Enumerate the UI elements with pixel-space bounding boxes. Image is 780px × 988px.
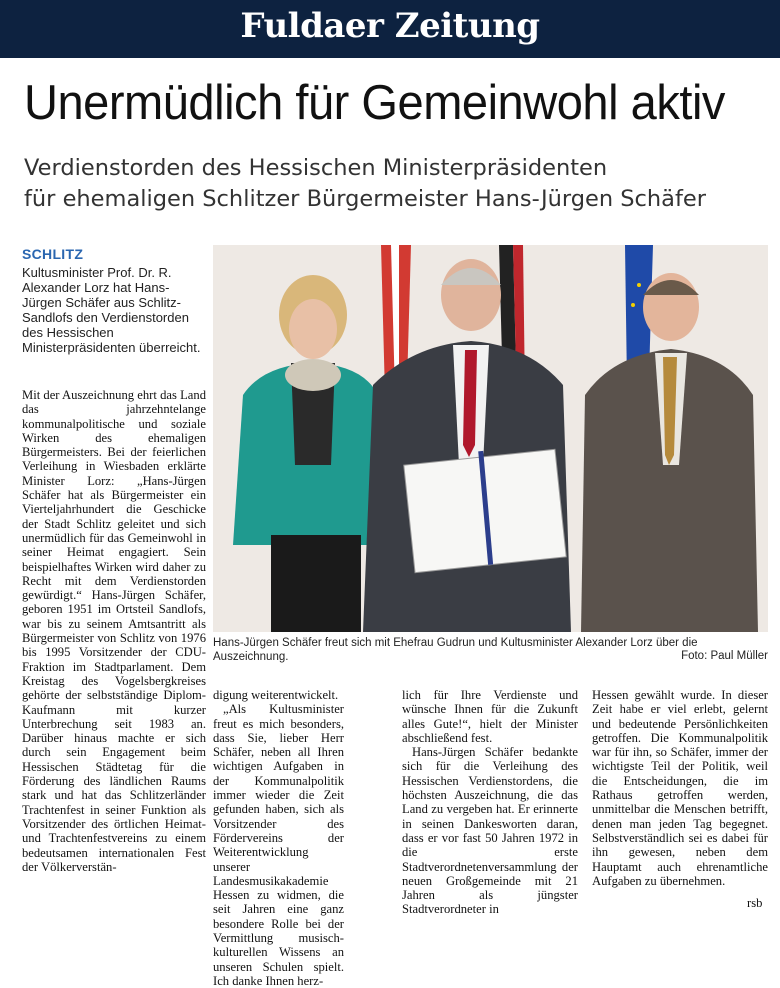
dateline: SCHLITZ xyxy=(22,246,84,262)
lead-paragraph: Kultusminister Prof. Dr. R. Alexander Lorz hat Hans-Jürgen Schäfer aus Schlitz-Sandlofs den Verdienstorden des Hessischen Ministerpräsidenten überreicht. xyxy=(22,265,201,356)
subhead-line-1: Verdienstorden des Hessischen Ministerpräsidenten xyxy=(24,155,608,181)
photo-caption: Hans-Jürgen Schäfer freut sich mit Ehefrau Gudrun und Kultusminister Alexander Lorz über die Auszeichnung. xyxy=(213,637,698,663)
article-column-3 xyxy=(402,688,578,917)
photo-credit: Foto: Paul Müller xyxy=(681,650,768,662)
article-column-4 xyxy=(592,688,768,888)
body-paragraph: Hessen gewählt wurde. In dieser Zeit habe er viel erlebt, gelernt und bedeutende Persönlichkeiten getroffen. Die Kommunalpolitik war für ihn, so Schäfer, immer der wichtigste Teil der Politik, weil die Entscheidungen, die im Rathaus getroffen werden, unmittelbar die Menschen betrifft, denen man jeden Tag begegnet. Selbstverständlich sei es dabei für ihn gewesen, neben dem Hauptamt auch ehrenamtliche Aufgaben zu übernehmen. xyxy=(592,688,768,888)
article-column-2 xyxy=(213,688,344,988)
newspaper-title: Fuldaer Zeitung xyxy=(240,6,540,46)
author-signature: rsb xyxy=(747,896,763,910)
body-paragraph: „Als Kultusminister freut es mich besonders, dass Sie, lieber Herr Schäfer, neben all Ihren wichtigen Aufgaben in der Kommunalpolitik immer wieder die Zeit gefunden haben, sich als Vorsitzender des Fördervereins der Weiterentwicklung unserer Landesmusikakademie Hessen zu widmen, die seit Jahren eine ganz besondere Rolle bei der Vermittlung musisch-kulturellen Wissens an unseren Schulen spielt. Ich danke Ihnen herz- xyxy=(213,702,344,988)
masthead-bar xyxy=(0,0,780,58)
article-headline: Unermüdlich für Gemeinwohl aktiv xyxy=(24,76,725,130)
subhead-line-2: für ehemaligen Schlitzer Bürgermeister Hans-Jürgen Schäfer xyxy=(24,186,706,212)
article-subhead xyxy=(24,153,764,215)
body-paragraph: Mit der Auszeichnung ehrt das Land das jahrzehntelange kommunalpolitische und soziale Wirken des ehemaligen Bürgermeisters. Bei der feierlichen Verleihung in Wiesbaden erklärte Minister Lorz: „Hans-Jürgen Schäfer hat als Bürgermeister ein Vierteljahrhundert die Geschicke der Stadt Schlitz geleitet und sich unermüdlich für das Gemeinwohl in seiner Heimat engagiert. Sein beispielhaftes Wirken wird daher zu Recht mit dem Verdienstorden gewürdigt.“ Hans-Jürgen Schäfer, geboren 1951 im Ortsteil Sandlofs, war bis zu seinem Amtsantritt als Bürgermeister von Schlitz von 1976 bis 1995 Vorsitzender der CDU-Fraktion im Stadtparlament. Dem Kreistag des Vogelsbergkreises gehörte der selbstständige Diplom-Kaufmann mit kurzer Unterbrechung seit 1983 an. Darüber hinaus machte er sich durch sein Engagement beim Hessischen Städtetag für die Förderung des ländlichen Raums stark und hat das Schlitzerländer Trachtenfest in seiner Funktion als Vorsitzender des örtlichen Heimat- und Trachtenfestvereins zu einem bedeutsamen internationalen Fest der Völkerverstän- xyxy=(22,388,206,874)
article-photo xyxy=(213,245,768,632)
body-paragraph: Hans-Jürgen Schäfer bedankte sich für die Verleihung des Hessischen Verdienstordens, die höchsten Auszeichnung, die das Land zu vergeben hat. Er erinnerte in seinen Dankesworten daran, dass er vor fast 50 Jahren 1972 in die erste Stadtverordnetenversammlung der neuen Großgemeinde mit 21 Jahren als jüngster Stadtverordneter in xyxy=(402,745,578,917)
article-column-1 xyxy=(22,388,206,874)
body-paragraph: lich für Ihre Verdienste und wünsche Ihnen für die Zukunft alles Gute!“, hielt der Minister abschließend fest. xyxy=(402,688,578,745)
photo-illustration xyxy=(213,245,768,632)
body-paragraph: digung weiterentwickelt. xyxy=(213,688,339,702)
